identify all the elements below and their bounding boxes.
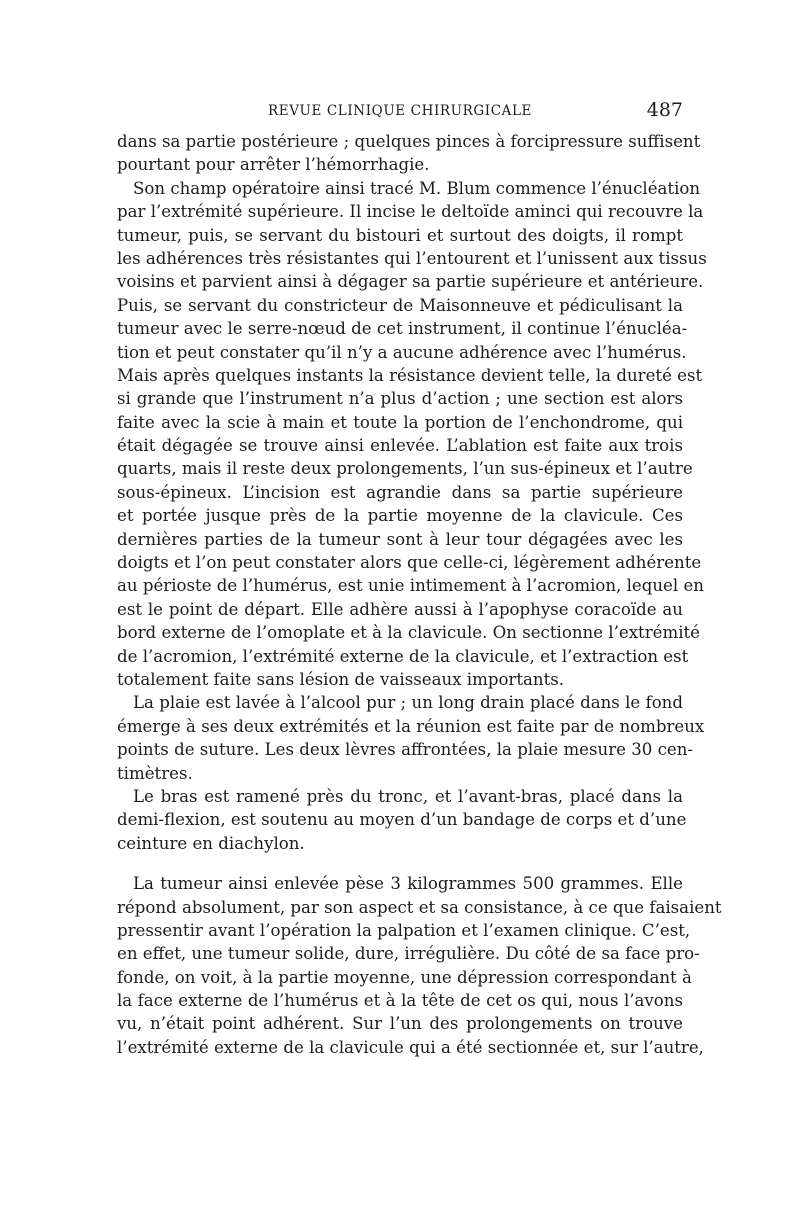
text-line: faite avec la scie à main et toute la portion de l’enchondrome, qui [117,412,683,432]
text-line: points de suture. Les deux lèvres affrontées, la plaie mesure 30 cen- [117,740,694,760]
text-line: pressentir avant l’opération la palpation et l’examen clinique. C’est, [117,920,691,940]
text-line: tion et peut constater qu’il n’y a aucune adhérence avec l’humérus. [117,342,687,362]
text-line: demi-flexion, est soutenu au moyen d’un bandage de corps et d’une [117,810,687,830]
paragraph [117,785,687,855]
text-line: Mais après quelques instants la résistance devient telle, la dureté est [117,365,703,385]
text-line: l’extrémité externe de la clavicule qui a été sectionnée et, sur l’autre, [117,1037,704,1057]
text-line: vu, n’était point adhérent. Sur l’un des prolongements on trouve [117,1014,683,1034]
text-line: si grande que l’instrument n’a plus d’action ; une section est alors [117,389,683,409]
text-line: dans sa partie postérieure ; quelques pinces à forcipressure suffisent [117,132,701,151]
text-line: Puis, se servant du constricteur de Maisonneuve et pédiculisant la [117,295,683,315]
text-line: quarts, mais il reste deux prolongements, l’un sus-épineux et l’autre [117,459,693,479]
text-line: totalement faite sans lésion de vaisseaux importants. [117,669,565,689]
running-head [117,99,683,123]
body-text [117,130,722,1059]
text-line: est le point de départ. Elle adhère aussi à l’apophyse coracoïde au [117,599,683,619]
text-line: était dégagée se trouve ainsi enlevée. L’ablation est faite aux trois [117,436,683,456]
text-line: La plaie est lavée à l’alcool pur ; un long drain placé dans le fond [133,693,683,713]
text-line: par l’extrémité supérieure. Il incise le deltoïde aminci qui recouvre la [117,202,704,222]
text-line: dernières parties de la tumeur sont à leur tour dégagées avec les [117,529,683,549]
text-line: la face externe de l’humérus et à la tête de cet os qui, nous l’avons [117,991,683,1011]
text-line: répond absolument, par son aspect et sa consistance, à ce que faisaient [117,897,722,917]
text-line: et portée jusque près de la partie moyenne de la clavicule. Ces [117,506,683,526]
paragraph [117,130,701,177]
text-line: les adhérences très résistantes qui l’entourent et l’unissent aux tissus [117,248,707,268]
text-line: tumeur, puis, se servant du bistouri et surtout des doigts, il rompt [117,225,683,245]
text-line: en effet, une tumeur solide, dure, irrégulière. Du côté de sa face pro- [117,944,700,964]
running-title: REVUE CLINIQUE CHIRURGICALE [267,103,532,119]
text-line: de l’acromion, l’extrémité externe de la clavicule, et l’extraction est [117,646,689,666]
text-line: La tumeur ainsi enlevée pèse 3 kilogrammes 500 grammes. Elle [133,874,683,894]
paragraph [117,177,707,692]
text-line: émerge à ses deux extrémités et la réunion est faite par de nombreux [117,716,705,736]
text-line: Le bras est ramené près du tronc, et l’avant-bras, placé dans la [133,786,683,806]
text-line: doigts et l’on peut constater alors que celle-ci, légèrement adhérente [117,553,702,573]
text-line: fonde, on voit, à la partie moyenne, une dépression correspondant à [117,967,692,987]
paragraph [117,872,722,1059]
text-line: timètres. [117,763,193,783]
paragraph [117,691,705,785]
text-line: au périoste de l’humérus, est unie intimement à l’acromion, lequel en [117,576,704,596]
text-line: ceinture en diachylon. [117,833,305,853]
text-line: bord externe de l’omoplate et à la clavicule. On sectionne l’extrémité [117,623,701,643]
text-line: tumeur avec le serre-nœud de cet instrument, il continue l’énucléa- [117,319,688,339]
page-number: 487 [646,99,683,121]
text-line: Son champ opératoire ainsi tracé M. Blum commence l’énucléation [133,178,701,198]
paragraph-gap [117,855,683,872]
text-line: pourtant pour arrêter l’hémorrhagie. [117,155,430,175]
text-line: voisins et parvient ainsi à dégager sa partie supérieure et antérieure. [117,272,704,292]
text-line: sous-épineux. L’incision est agrandie dans sa partie supérieure [117,482,683,502]
